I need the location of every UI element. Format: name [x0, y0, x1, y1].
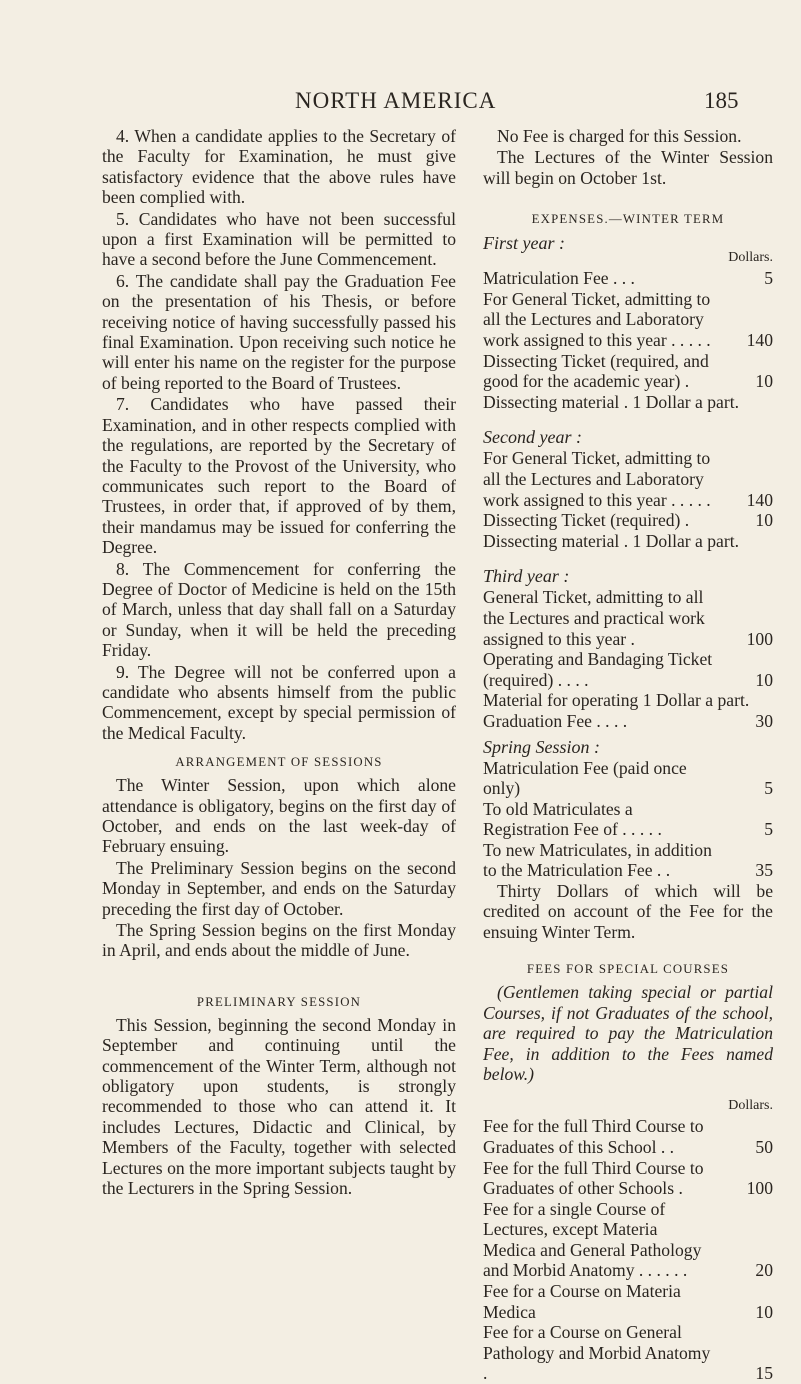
fee-row: Matriculation Fee . . . 5 [483, 268, 773, 289]
preliminary-para: This Session, beginning the second Monday in September and continuing until the commencement of the Winter Term, although not obligatory upon students, is strongly recommended to those who can attend it. It includes Lectures, Didactic and Clinical, by Members of the Faculty, together with selected Lectures on the more important subjects taught by the Lecturers in the Spring Session. [102, 1014, 456, 1199]
third-year-title: Third year : [483, 566, 570, 587]
fee-row: Dissecting material . 1 Dollar a part. [483, 391, 740, 412]
fee-row: Dissecting Ticket (required) . 10 [483, 510, 773, 531]
winter-begin-line: The Lectures of the Winter Session will begin on October 1st. [483, 147, 773, 188]
arrangement-heading: ARRANGEMENT OF SESSIONS [175, 755, 383, 770]
page-header [0, 88, 801, 118]
first-year-title: First year : [483, 233, 565, 254]
page-number: 185 [704, 88, 739, 113]
rule-7: 7. Candidates who have passed their Examination, and in other respects complied with the regulations, are reported by the Secretary of the Faculty to the Provost of the University, who communicates such report to the Board of Trustees, in order that, if approved of by them, their mandamus may be issued for conferring the Degree. [102, 394, 456, 558]
spring-credit-note: Thirty Dollars of which will be credited on account of the Fee for the ensuing Winter Term. [483, 881, 773, 942]
rule-9: 9. The Degree will not be conferred upon a candidate who absents himself from the public Commencement, except by special permission of the Medical Faculty. [102, 661, 456, 743]
running-head: NORTH AMERICA [295, 88, 497, 113]
fee-row: For General Ticket, admitting to all the Lectures and Laboratory work assigned to this year . . . . . 140 [483, 288, 773, 350]
preliminary-session-para: The Preliminary Session begins on the second Monday in September, and ends on the Saturday preceding the first day of October. [102, 857, 456, 919]
no-fee-line: No Fee is charged for this Session. [497, 126, 742, 146]
spring-session-para: The Spring Session begins on the first Monday in April, and ends about the middle of June. [102, 920, 456, 961]
fee-row: Fee for a Course on Materia Medica 10 [483, 1281, 773, 1322]
fee-row: Operating and Bandaging Ticket (required) . . . . 10 [483, 649, 773, 690]
special-courses-note: (Gentlemen taking special or partial Courses, if not Graduates of the school, are required to pay the Matriculation Fee, in addition to the Fees named below.) [483, 982, 773, 1084]
fee-row: To new Matriculates, in addition to the Matriculation Fee . . 35 [483, 839, 773, 881]
expenses-heading: EXPENSES.—WINTER TERM [531, 212, 725, 227]
fee-row: To old Matriculates a Registration Fee of . . . . . 5 [483, 798, 773, 840]
spring-session-title: Spring Session : [483, 736, 600, 757]
fee-row: Dissecting material . 1 Dollar a part. [483, 530, 740, 551]
dollars-header: Dollars. [728, 1098, 773, 1114]
fee-row: Matriculation Fee (paid once only) 5 [483, 757, 773, 799]
fee-row: General Ticket, admitting to all the Lectures and practical work assigned to this year . 100 [483, 587, 773, 649]
fee-row: For General Ticket, admitting to all the Lectures and Laboratory work assigned to this year . . . . . 140 [483, 448, 773, 510]
rule-5: 5. Candidates who have not been successful upon a first Examination will be permitted to have a second before the June Commencement. [102, 208, 456, 270]
special-courses-heading: FEES FOR SPECIAL COURSES [526, 962, 730, 977]
right-column [483, 126, 773, 1384]
rule-4: 4. When a candidate applies to the Secretary of the Faculty for Examination, he must give satisfactory evidence that the above rules have been complied with. [102, 126, 456, 208]
fee-row: Fee for a single Course of Lectures, except Materia Medica and General Pathology and Morbid Anatomy . . . . . . 20 [483, 1198, 773, 1281]
fee-row: Graduation Fee . . . . 30 [483, 710, 773, 731]
rule-8: 8. The Commencement for conferring the Degree of Doctor of Medicine is held on the 15th of March, unless that day shall fall on a Saturday or Sunday, when it will be held the preceding Friday. [102, 558, 456, 661]
second-year-title: Second year : [483, 427, 582, 448]
fee-row: Fee for the full Third Course to Graduates of other Schools . 100 [483, 1157, 773, 1199]
dollars-header: Dollars. [728, 250, 773, 266]
rule-6: 6. The candidate shall pay the Graduation Fee on the presentation of his Thesis, or before receiving notice of having successfully passed his final Examination. Upon receiving such notice he will enter his name on the register for the purpose of being reported to the Board of Trustees. [102, 270, 456, 393]
left-column [102, 126, 456, 1200]
winter-session-para: The Winter Session, upon which alone attendance is obligatory, begins on the first day of October, and ends on the last week-day of February ensuing. [102, 775, 456, 857]
fee-row: Dissecting Ticket (required, and good for the academic year) . 10 [483, 350, 773, 392]
preliminary-heading: PRELIMINARY SESSION [196, 994, 362, 1009]
fee-row: Material for operating 1 Dollar a part. [483, 690, 750, 711]
fee-row: Fee for the full Third Course to Graduates of this School . . 50 [483, 1116, 773, 1157]
fee-row: Fee for a Course on General Pathology and Morbid Anatomy . 15 [483, 1322, 773, 1384]
